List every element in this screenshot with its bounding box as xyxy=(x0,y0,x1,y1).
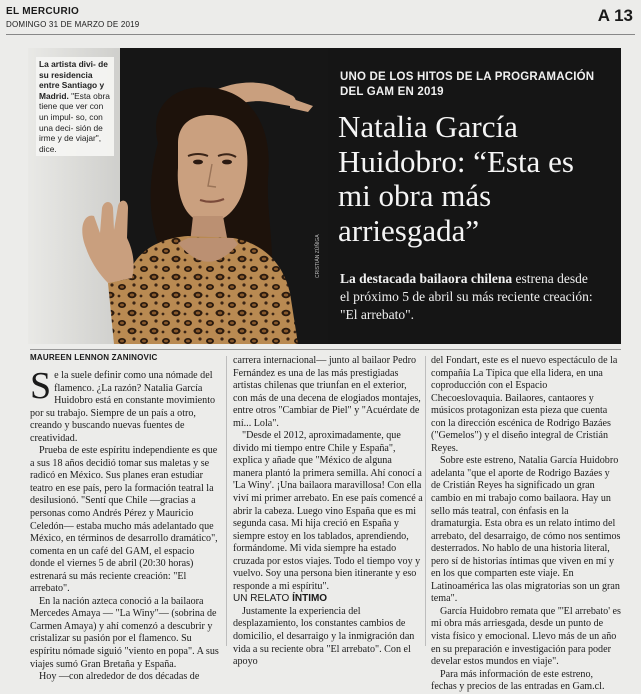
column-2 xyxy=(233,355,423,669)
paragraph: Para más información de este estreno, fechas y precios de las entradas en Gam.cl. xyxy=(431,668,605,693)
caption-bold: La artista divi- de su residencia entre Santiago y Madrid. xyxy=(39,59,108,101)
caption-text: "Esta obra tiene que ver con un impul- so, con una deci- sión de irme y de viajar", dice. xyxy=(39,90,110,154)
paragraph: "Desde el 2012, aproximadamente, que divido mi tiempo entre Chile y España", explica y añade que "México de alguna manera plantó la primera semilla. Ahí conocí a 'La Winy'. ¡Una bailaora maravillosa! Con ella viví mi primer arrebato. En ese país comencé a abrir la cabeza. Luego vino España que es mi segunda casa. Mi hija creció en España y siempre estoy en los tablados, aprendiendo, formándome. Mi vida siempre ha estado cruzada por estos viajes. Todo el tiempo voy y vuelvo. Soy una persona bien itinerante y eso responde a mi espíritu". xyxy=(233,430,423,592)
issue-date: DOMINGO 31 DE MARZO DE 2019 xyxy=(6,20,140,29)
photo-caption xyxy=(36,57,114,156)
column-divider xyxy=(425,356,426,646)
subhead-light: UN RELATO xyxy=(233,593,293,605)
paragraph: En la nación azteca conoció a la bailaora Mercedes Amaya — "La Winy"— (sobrina de Carmen Amaya) y ahí comenzó a descubrir y cristalizar su pasión por el flamenco. Su espíritu nómade siguió "viento en popa". A sus viajes sumó Gran Bretaña y España. xyxy=(30,595,219,670)
paragraph xyxy=(30,365,220,445)
column-divider xyxy=(226,356,227,646)
newspaper-name: EL MERCURIO xyxy=(6,6,80,17)
paragraph: García Huidobro remata que "'El arrebato' es mi obra más arriesgada, desde un punto de vista físico y emocional. Llevo más de un año en su preparación e investigación para poder develar estos mundos en viaje". xyxy=(431,605,621,668)
kicker: UNO DE LOS HITOS DE LA PROGRAMACIÓN DEL GAM EN 2019 xyxy=(340,71,595,98)
headline: Natalia García Huidobro: “Esta es mi obra más arriesgada” xyxy=(338,109,574,248)
subhead xyxy=(233,593,423,606)
drop-cap: S xyxy=(30,365,52,407)
paragraph: Justamente la experiencia del desplazamiento, los constantes cambios de domicilio, el desarraigo y la inmigración dan vida a su reciente obra "El arrebato". Con el apoyo xyxy=(233,605,415,668)
section-rule xyxy=(30,349,621,350)
photo-credit: CRISTIÁN ZÚÑIGA xyxy=(315,234,321,278)
paragraph-text: e la suele definir como una nómade del flamenco. ¿La razón? Natalia García Huidobro está en constante movimiento por su trabajo. Siempre de un país a otro, creando y buscando nuevas fuentes de creatividad. xyxy=(30,370,216,444)
column-1 xyxy=(30,365,220,684)
subhead-bold: ÍNTIMO xyxy=(292,593,328,605)
paragraph: Sobre este estreno, Natalia García Huidobro adelanta "que el aporte de Rodrigo Bazáes y de Cristián Reyes ha significado un gran cambio en mi trabajo como bailaora. Hay un sello más teatral, con énfasis en la dramaturgia. Esta obra es un relato íntimo del arrebato, del desarraigo, de cómo nos sentimos desterrados. No hablo de una historia literal, pero sí de historias íntimas que viven en mí y en los que comparten este viaje. En Latinoamérica las olas migratorias son un gran tema". xyxy=(431,455,621,605)
column-3 xyxy=(431,355,621,694)
paragraph: Hoy —con alrededor de dos décadas de xyxy=(39,671,200,683)
paragraph: carrera internacional— junto al bailaor Pedro Fernández es una de las más prestigiadas artistas chilenas que triunfan en el exterior, con más de una decena de elogiados montajes, entre otros "Cambiar de Piel" y "Acuérdate de mí... Lola". xyxy=(233,355,421,429)
deck-rest: estrena desde el próximo 5 de abril su más reciente creación: "El arrebato". xyxy=(340,271,593,322)
byline: MAUREEN LENNON ZANINOVIC xyxy=(30,353,158,362)
masthead xyxy=(6,4,635,35)
deck xyxy=(340,270,600,324)
paragraph: del Fondart, este es el nuevo espectáculo de la compañía La Típica que ella lidera, en una coproducción con el Espacio Checoeslovaquia. Bailaores, cantaores y músicos protagonizan esta pieza que cuenta con la dirección escénica de Rodrigo Bazáes ("Gemelos") y el diseño integral de Cristián Reyes. xyxy=(431,355,618,454)
deck-bold: La destacada bailaora chilena xyxy=(340,271,513,286)
paragraph: Prueba de este espíritu independiente es que a sus 18 años decidió tomar sus maletas y se radicó en México. Sus planes eran estudiar teatro en ese país, pero la formación teatral la desilusionó. "Sentí que Chile —gracias a personas como Andrés Pérez y Mauricio Celedón— estaba mucho más adelantado que México, en términos de desarrollo dramático", comenta en un café del GAM, el espacio donde el viernes 5 de abril (20:30 horas) estrenará su más reciente creación: "El arrebato". xyxy=(30,445,218,595)
page-number: A 13 xyxy=(597,6,633,25)
